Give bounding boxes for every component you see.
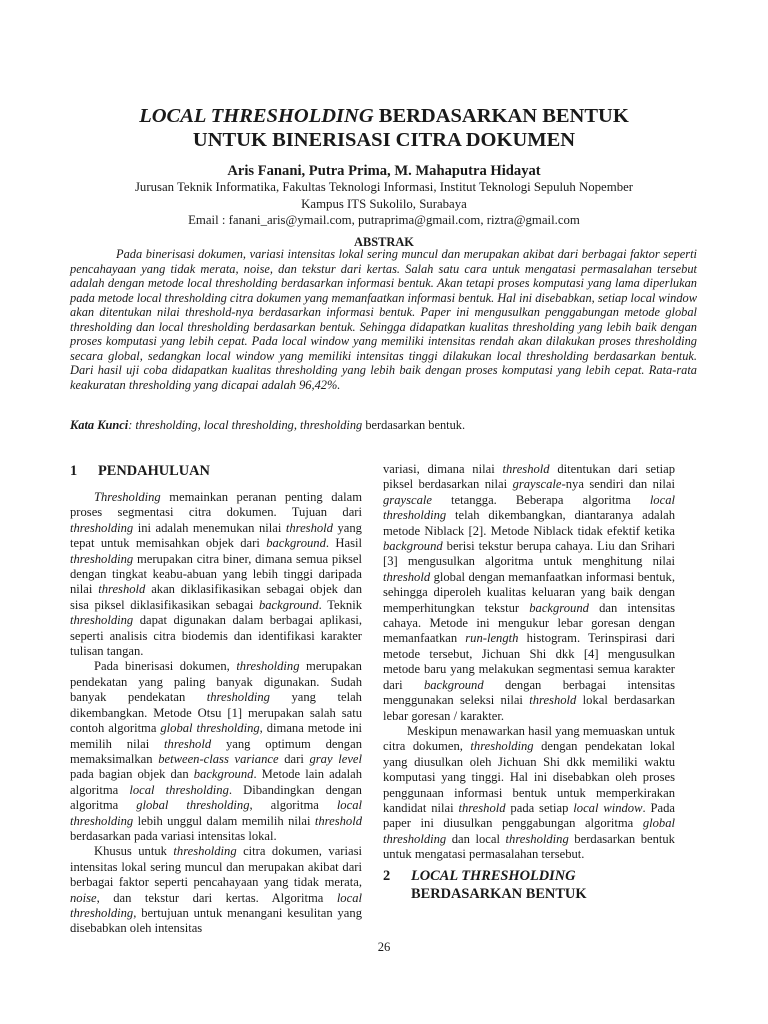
text-run: variasi, dimana nilai xyxy=(383,462,503,476)
title-line1-rest: BERDASARKAN BENTUK xyxy=(373,105,629,127)
italic-term: gray level xyxy=(309,751,362,766)
text-run: memainkan peranan penting dalam proses segmentasi citra dokumen. Tujuan dari xyxy=(70,490,362,520)
italic-term: background xyxy=(193,767,254,782)
text-run: berdasarkan bentuk untuk mengatasi permasalahan tersebut. xyxy=(383,831,675,862)
italic-term: background xyxy=(266,536,326,551)
italic-term: threshold xyxy=(314,813,362,828)
italic-term: noise xyxy=(70,890,97,905)
section-title: PENDAHULUAN xyxy=(98,463,210,479)
keywords xyxy=(70,418,697,433)
italic-term: thresholding xyxy=(470,739,534,754)
italic-term: background xyxy=(258,597,319,612)
text-run: lokal berdasarkan lebar goresan / karakter. xyxy=(383,693,675,723)
italic-term: local thresholding xyxy=(70,798,362,828)
italic-term: grayscale xyxy=(512,477,562,492)
italic-term: thresholding xyxy=(206,690,270,705)
paragraph xyxy=(383,462,675,724)
text-run: histogram. Terinspirasi dari metode tersebut, Jichuan Shi dkk [4] mengusulkan metode baru yang melakukan segmentasi semua karakter dari xyxy=(383,631,675,692)
italic-term: thresholding xyxy=(236,659,300,674)
text-run: . Hasil xyxy=(325,536,362,551)
text-run: -nya sendiri dan nilai xyxy=(561,477,676,492)
italic-term: grayscale xyxy=(383,492,432,507)
right-column xyxy=(383,462,675,863)
section-heading-1 xyxy=(70,462,210,480)
text-run: global dengan memanfaatkan informasi bentuk, sehingga diperoleh kualitas keluaran yang baik dengan memperhitungkan tekstur xyxy=(383,569,675,615)
section-number: 2 xyxy=(383,868,391,884)
italic-term: run-length xyxy=(465,631,519,646)
paper-title xyxy=(70,104,698,152)
text-run: tetangga. Beberapa algoritma xyxy=(431,492,650,507)
text-run: , dan tekstur dari kertas. Algoritma xyxy=(96,890,337,905)
paragraph xyxy=(70,844,362,936)
italic-term: global thresholding xyxy=(136,798,250,813)
italic-term: threshold xyxy=(285,520,333,535)
section-number: 1 xyxy=(70,463,78,479)
title-italic-part: LOCAL THRESHOLDING xyxy=(139,105,374,127)
text-run: yang tepat untuk memisahkan objek dari xyxy=(70,520,362,551)
italic-term: threshold xyxy=(383,569,431,584)
italic-term: local thresholding xyxy=(70,890,362,920)
italic-term: thresholding xyxy=(173,844,237,859)
section-title-line-1: LOCAL THRESHOLDING xyxy=(411,868,576,884)
text-run: dari xyxy=(278,751,310,766)
italic-term: threshold xyxy=(98,582,146,597)
text-run: dan intensitas cahaya. Metode ini mengukur lebar goresan dengan memanfaatkan xyxy=(383,600,675,646)
italic-term: thresholding xyxy=(70,551,134,566)
italic-term: local window xyxy=(573,800,643,815)
affiliation-line-2: Kampus ITS Sukolilo, Surabaya xyxy=(301,196,467,211)
section-heading-2 xyxy=(383,867,675,903)
text-run: , algoritma xyxy=(249,798,337,813)
text-run: akan diklasifikasikan sebagai objek dan sisa piksel diklasifikasikan sebagai xyxy=(70,582,362,612)
italic-term: local thresholding xyxy=(129,782,229,797)
italic-term: thresholding xyxy=(70,520,134,535)
title-line2: UNTUK BINERISASI CITRA DOKUMEN xyxy=(192,129,576,151)
affiliation-line-1: Jurusan Teknik Informatika, Fakultas Teknologi Informasi, Institut Teknologi Sepuluh Nopember xyxy=(134,180,634,194)
italic-term: global thresholding xyxy=(160,721,260,736)
text-run: ditentukan dari setiap piksel berdasarkan nilai xyxy=(383,462,675,492)
text-run: berdasarkan pada variasi intensitas lokal. xyxy=(70,828,277,843)
text-run: merupakan citra biner, dimana semua piksel dengan tingkat keabu-abuan yang lebih tinggi daripada nilai xyxy=(70,551,362,597)
keywords-separator: : xyxy=(128,418,136,432)
italic-term: threshold xyxy=(529,693,577,708)
italic-term: background xyxy=(383,539,443,554)
text-run: dan local xyxy=(446,831,506,846)
italic-term: background xyxy=(423,677,484,692)
page-number: 26 xyxy=(377,940,391,954)
paragraph xyxy=(383,724,675,863)
text-run: Meskipun menawarkan hasil yang memuaskan untuk citra dokumen, xyxy=(383,723,675,754)
italic-term: background xyxy=(529,600,589,615)
text-run: berisi tekstur berupa cahaya. Liu dan Srihari [3] mengusulkan algoritma untuk menghitung nilai xyxy=(383,539,675,569)
italic-term: threshold xyxy=(502,462,550,476)
abstract-text: Pada binerisasi dokumen, variasi intensitas lokal sering muncul dan merupakan akibat dari berbagai faktor seperti pencahayaan yang tidak merata, noise, dan tekstur dari kertas. Salah satu cara untuk mengatasi permasalahan tersebut adalah dengan metode local thresholding berdasarkan informasi bentuk. Akan tetapi proses komputasi yang lama diperlukan pada metode local thresholding citra dokumen yang memanfaatkan informasi bentuk. Hal ini disebabkan, setiap local window akan ditentukan nilai threshold-nya berdasarkan informasi bentuk. Paper ini mengusulkan penggabungan metode global thresholding dan local thresholding berdasarkan bentuk. Sehingga didapatkan kualitas thresholding yang lebih baik dengan proses komputasi yang lebih cepat. Pada local window yang memiliki intensitas rendah akan dilakukan proses thresholding secara global, sedangkan local window yang memiliki intensitas tinggi dilakukan local thresholding berdasarkan bentuk. Dari hasil uji coba didapatkan kualitas thresholding yang lebih baik dengan proses komputasi yang lebih cepat. Rata-rata keakuratan thresholding yang dicapai adalah 96,42%. xyxy=(70,247,697,392)
paragraph xyxy=(70,659,362,844)
text-run: lebih unggul dalam memilih nilai xyxy=(133,813,315,828)
text-run: citra dokumen, variasi intensitas lokal sering muncul dan merupakan akibat dari berbagai faktor seperti pencahayaan yang tidak merata, xyxy=(70,844,362,890)
text-run: yang telah dikembangkan. Metode Otsu [1] merupakan salah satu contoh algoritma xyxy=(70,690,362,736)
keywords-rest: berdasarkan bentuk. xyxy=(362,418,466,432)
affiliation-email-line: Email : fanani_aris@ymail.com, putraprima@gmail.com, riztra@gmail.com xyxy=(188,213,580,227)
text-run: . Teknik xyxy=(318,597,362,612)
text-run: , bertujuan untuk menangani kesulitan yang disebabkan oleh intensitas xyxy=(70,905,362,936)
affiliation xyxy=(70,179,698,229)
text-run: telah dikembangkan, diantaranya adalah metode Niblack [2]. Metode Niblack tidak efektif ketika xyxy=(383,508,675,538)
italic-term: global thresholding xyxy=(383,816,675,846)
text-run: merupakan pendekatan yang paling banyak digunakan. Sudah banyak pendekatan xyxy=(70,659,362,705)
text-run: . Dibandingkan dengan algoritma xyxy=(70,782,362,813)
author-list: Aris Fanani, Putra Prima, M. Mahaputra Hidayat xyxy=(227,163,541,179)
text-run: dengan berbagai intensitas menggunakan seleksi nilai xyxy=(383,677,675,708)
keywords-italic: thresholding, local thresholding, thresholding xyxy=(135,418,363,432)
italic-term: local thresholding xyxy=(383,492,675,523)
text-run: dapat digunakan dalam berbagai aplikasi, seperti analisis citra biodemis dan identifikasi karakter tulisan tangan. xyxy=(70,613,362,659)
left-column xyxy=(70,490,362,937)
text-run: . Metode lain adalah algoritma xyxy=(70,767,362,797)
text-run: yang optimum dengan memaksimalkan xyxy=(70,736,362,766)
keywords-label: Kata Kunci xyxy=(70,418,129,432)
text-run: pada bagian objek dan xyxy=(70,767,194,782)
italic-term: Thresholding xyxy=(94,490,161,504)
text-run: , dimana metode ini memilih nilai xyxy=(70,721,362,751)
italic-term: thresholding xyxy=(505,831,569,846)
text-run: dengan pendekatan lokal yang diusulkan oleh Jichuan Shi dkk memiliki waktu komputasi yang tinggi. Hal ini disebabkan oleh proses penggunaan informasi bentuk untuk memperkirakan kandidat nilai xyxy=(383,739,676,815)
text-run: Khusus untuk xyxy=(94,844,174,859)
text-run: Pada binerisasi dokumen, xyxy=(94,659,237,674)
paragraph xyxy=(70,490,362,659)
section-title-line-2: BERDASARKAN BENTUK xyxy=(411,886,587,902)
text-run: pada setiap xyxy=(505,800,574,815)
abstract-heading: ABSTRAK xyxy=(354,235,414,249)
italic-term: between-class variance xyxy=(158,751,279,766)
italic-term: threshold xyxy=(458,800,506,815)
text-run: . Pada paper ini diusulkan penggabungan algoritma xyxy=(383,800,675,831)
italic-term: thresholding xyxy=(70,613,134,628)
italic-term: threshold xyxy=(164,736,212,751)
text-run: ini adalah menemukan nilai xyxy=(133,520,286,535)
